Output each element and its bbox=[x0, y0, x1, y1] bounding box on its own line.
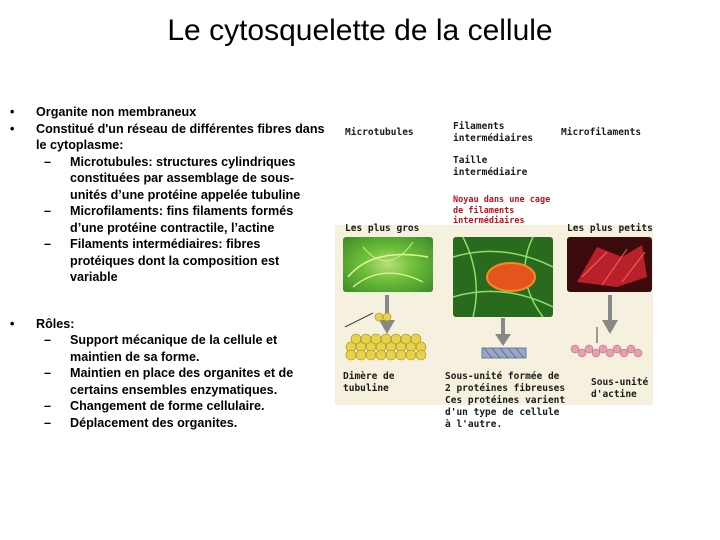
micrograph-microtubules bbox=[343, 237, 433, 292]
sub-bullet-item: – Maintien en place des organites et de certains ensembles enzymatiques. bbox=[44, 366, 294, 397]
sub-bullet-text: Microtubules: structures cylindriques constituées par assemblage de sous-unités d’une protéine appelée tubuline bbox=[70, 154, 301, 202]
bullet-text: Organite non membraneux bbox=[36, 105, 197, 119]
bullet-text: Constitué d'un réseau de différentes fibres dans le cytoplasme: bbox=[36, 121, 325, 152]
label-microtubules: Microtubules bbox=[345, 127, 414, 138]
bullet-dot: • bbox=[10, 316, 15, 331]
sub-bullet-text: Filaments intermédiaires: fibres protéiques dont la composition est variable bbox=[70, 237, 280, 284]
label-filaments-intermediaires: Filaments intermédiaires bbox=[453, 121, 534, 144]
bullet-text: Rôles: bbox=[36, 316, 75, 331]
label-microfilaments: Microfilaments bbox=[561, 127, 642, 138]
sub-bullet-text: Changement de forme cellulaire. bbox=[70, 399, 265, 413]
actin-model bbox=[567, 325, 652, 361]
bullet-item bbox=[10, 121, 328, 154]
slide-title: Le cytosquelette de la cellule bbox=[167, 14, 553, 47]
sub-bullet-text: Microfilaments: fins filaments formés d’une protéine contractile, l’actine bbox=[70, 204, 294, 235]
sub-bullet-item: – Microfilaments: fins filaments formés d’une protéine contractile, l’actine bbox=[44, 204, 294, 235]
sub-bullet-text: Déplacement des organites. bbox=[70, 415, 238, 430]
cytoskeleton-figure bbox=[335, 115, 715, 465]
intermediate-filament-model bbox=[480, 345, 530, 361]
bullet-dot: • bbox=[10, 105, 15, 119]
label-dimere-tubuline: Dimère de tubuline bbox=[343, 371, 395, 394]
sub-bullet-item: – Microtubules: structures cylindriques constituées par assemblage de sous-unités d’une protéine appelée tubuline bbox=[44, 154, 301, 202]
tubulin-model bbox=[341, 307, 436, 367]
bullet-item bbox=[10, 104, 328, 121]
label-les-plus-gros: Les plus gros bbox=[345, 223, 420, 234]
bullet-item bbox=[10, 316, 328, 333]
label-noyau-cage: Noyau dans une cage de filaments intermédiaires bbox=[453, 195, 551, 226]
sub-bullet-item: – Support mécanique de la cellule et maintien de sa forme. bbox=[44, 333, 278, 364]
sub-bullet-text: Support mécanique de la cellule et maintien de sa forme. bbox=[70, 333, 278, 364]
label-sous-unite-actine: Sous-unité d'actine bbox=[591, 377, 649, 400]
sub-bullet-item: – Changement de forme cellulaire. bbox=[44, 399, 265, 413]
label-les-plus-petits: Les plus petits bbox=[567, 223, 653, 234]
sub-bullet-item: – Filaments intermédiaires: fibres protéiques dont la composition est variable bbox=[44, 237, 280, 284]
micrograph-microfilaments bbox=[567, 237, 652, 292]
label-sous-unite-proteines: Sous-unité formée de 2 protéines fibreuses Ces protéines varient d'un type de cellule à l'autre. bbox=[445, 371, 566, 430]
sub-bullet-text: Maintien en place des organites et de certains ensembles enzymatiques. bbox=[70, 366, 294, 397]
bullet-dot: • bbox=[10, 121, 15, 136]
label-taille-intermediaire: Taille intermédiaire bbox=[453, 155, 528, 178]
sub-bullet-item: – Déplacement des organites. bbox=[44, 415, 238, 430]
bullet-list bbox=[10, 104, 328, 431]
